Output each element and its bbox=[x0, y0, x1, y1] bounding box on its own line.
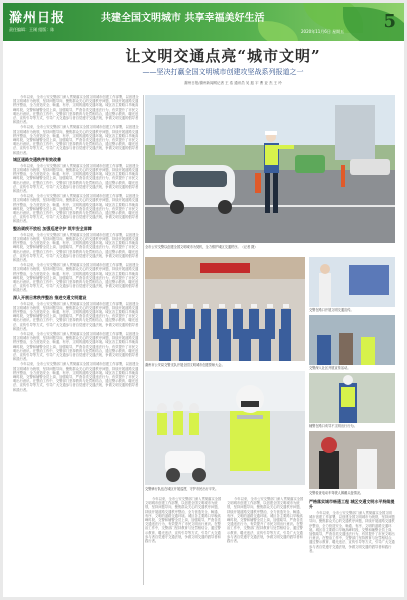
masthead bbox=[3, 3, 404, 41]
newspaper-page bbox=[3, 3, 404, 597]
paragraph: 今年以来，全市公安交警部门深入贯彻落实全国文明城市创建工作部署，以创建全国文明城市为统领，坚持问题导向，聚焦群众关心的交通秩序问题，持续开展道路交通秩序整治，全力营造安全、畅通、有序、文明的道路交通环境。城区各主要路口早晚高峰时段，交警和辅警全员上岗，加强疏导，严查各类交通违法行为，有效提升了市民文明出行意识。在整治工作中，交警部门坚持教育与处罚相结合，通过警示教育、曝光违法、宣传引导等方式，引导广大交通参与者自觉遵守交通法规，争做文明交通的倡导者和践行者。 bbox=[13, 163, 139, 194]
masthead-date: 2020年11月6日 星期五 bbox=[301, 29, 345, 34]
column-divider bbox=[143, 95, 144, 585]
photo-right-2 bbox=[309, 315, 395, 365]
leaf-decoration bbox=[258, 21, 298, 41]
promo-illustration bbox=[309, 257, 395, 307]
bottom-text-column-3 bbox=[309, 497, 395, 587]
bottom-text-column-1 bbox=[145, 497, 223, 587]
community-illustration bbox=[309, 315, 395, 365]
paragraph: 今年以来，全市公安交警部门深入贯彻落实全国文明城市创建工作部署，以创建全国文明城市为统领，坚持问题导向，聚焦群众关心的交通秩序问题，持续开展道路交通秩序整治，全力营造安全、畅通、有序、文明的道路交通环境。城区各主要路口早晚高峰时段，交警和辅警全员上岗，加强疏导，严查各类交通违法行为，有效提升了市民文明出行意识。在整治工作中，交警部门坚持教育与处罚相结合，通过警示教育、曝光违法、宣传引导等方式，引导广大交通参与者自觉遵守交通法规，争做文明交通的倡导者和践行者。 bbox=[145, 497, 222, 544]
paragraph: 今年以来，全市公安交警部门深入贯彻落实全国文明城市创建工作部署，以创建全国文明城市为统领，坚持问题导向，聚焦群众关心的交通秩序问题，持续开展道路交通秩序整治，全力营造安全、畅通、有序、文明的道路交通环境。城区各主要路口早晚高峰时段，交警和辅警全员上岗，加强疏导，严查各类交通违法行为，有效提升了市民文明出行意识。在整治工作中，交警部门坚持教育与处罚相结合，通过警示教育、曝光违法、宣传引导等方式，引导广大交通参与者自觉遵守交通法规，争做文明交通的倡导者和践行者。 bbox=[13, 95, 139, 125]
photo-motorcycle-patrol bbox=[145, 371, 305, 485]
caption-right-1: 交警在路口开展文明交通宣传。 bbox=[309, 308, 354, 312]
byline: 滁州日报/滁州新闻网记者 王 浩 通讯员 吴 振 宇 曹 亚 杰 王 玲 bbox=[184, 81, 282, 85]
section-heading: 深入开展日常秩序整治 推进交通文明建设 bbox=[13, 294, 87, 300]
masthead-editor: 责任编辑：王刚 组版：陈 bbox=[9, 27, 55, 32]
page-number: 5 bbox=[383, 11, 396, 32]
section-heading: 城区道路交通秩序有效改善 bbox=[13, 156, 61, 162]
headline: 让文明交通点亮“城市文明” bbox=[125, 47, 321, 65]
paragraph: 今年以来，全市公安交警部门深入贯彻落实全国文明城市创建工作部署，以创建全国文明城市为统领，坚持问题导向，聚焦群众关心的交通秩序问题，持续开展道路交通秩序整治，全力营造安全、畅通、有序、文明的道路交通环境。城区各主要路口早晚高峰时段，交警和辅警全员上岗，加强疏导，严查各类交通违法行为，有效提升了市民文明出行意识。在整治工作中，交警部门坚持教育与处罚相结合，通过警示教育、曝光违法、宣传引导等方式，引导广大交通参与者自觉遵守交通法规，争做文明交通的倡导者和践行者。 bbox=[13, 362, 139, 392]
helmet-check-illustration bbox=[309, 431, 395, 489]
traffic-scene-illustration bbox=[145, 95, 395, 243]
caption-motorcycle-photo: 交警骑行队伍在城区开展巡逻，守护市民出行平安。 bbox=[145, 487, 219, 491]
section-heading: 整治顽疾不放松 加强巡逻守护 筑牢安全屏障 bbox=[13, 225, 92, 231]
photo-traffic-officer bbox=[145, 95, 395, 243]
paragraph: 今年以来，全市公安交警部门深入贯彻落实全国文明城市创建工作部署，以创建全国文明城市为统领，坚持问题导向，聚焦群众关心的交通秩序问题，持续开展道路交通秩序整治，全力营造安全、畅通、有序、文明的道路交通环境。城区各主要路口早晚高峰时段，交警和辅警全员上岗，加强疏导，严查各类交通违法行为，有效提升了市民文明出行意识。在整治工作中，交警部门坚持教育与处罚相结合，通过警示教育、曝光违法、宣传引导等方式，引导广大交通参与者自觉遵守交通法规，争做文明交通的倡导者和践行者。 bbox=[13, 125, 139, 155]
photo-right-3 bbox=[309, 373, 395, 423]
assembly-illustration bbox=[145, 257, 305, 361]
photo-right-4 bbox=[309, 431, 395, 489]
bottom-text-column-2 bbox=[227, 497, 305, 587]
masthead-slogan: 共建全国文明城市 共享幸福美好生活 bbox=[101, 13, 265, 24]
caption-right-2: 交警深入社区开展宣传活动。 bbox=[309, 366, 351, 370]
caption-assembly-photo: 滁州市公安局交警支队开展全国文明城市创建誓师大会。 bbox=[145, 363, 225, 367]
paragraph: 今年以来，全市公安交警部门深入贯彻落实全国文明城市创建工作部署，以创建全国文明城市为统领，坚持问题导向，聚焦群众关心的交通秩序问题，持续开展道路交通秩序整治，全力营造安全、畅通、有序、文明的道路交通环境。城区各主要路口早晚高峰时段，交警和辅警全员上岗，加强疏导，严查各类交通违法行为，有效提升了市民文明出行意识。在整治工作中，交警部门坚持教育与处罚相结合，通过警示教育、曝光违法、宣传引导等方式，引导广大交通参与者自觉遵守交通法规，争做文明交通的倡导者和践行者。 bbox=[13, 232, 139, 262]
guidance-illustration bbox=[309, 373, 395, 423]
photo-assembly bbox=[145, 257, 305, 361]
paper-name: 滁州日报 bbox=[9, 11, 66, 26]
paragraph: 今年以来，全市公安交警部门深入贯彻落实全国文明城市创建工作部署，以创建全国文明城市为统领，坚持问题导向，聚焦群众关心的交通秩序问题，持续开展道路交通秩序整治，全力营造安全、畅通、有序、文明的道路交通环境。城区各主要路口早晚高峰时段，交警和辅警全员上岗，加强疏导，严查各类交通违法行为，有效提升了市民文明出行意识。在整治工作中，交警部门坚持教育与处罚相结合，通过警示教育、曝光违法、宣传引导等方式，引导广大交通参与者自觉遵守交通法规，争做文明交通的倡导者和践行者。 bbox=[309, 511, 395, 553]
subheadline: ——坚决打赢全国文明城市创建攻坚战系列报道之一 bbox=[142, 68, 304, 76]
caption-right-3: 辅警在路口劝导不文明出行行为。 bbox=[309, 424, 357, 428]
caption-main-photo: 全市公安交警以创建全国文明城市为契机，全力维护城区交通秩序。（记者 摄） bbox=[145, 245, 258, 249]
paragraph: 今年以来，全市公安交警部门深入贯彻落实全国文明城市创建工作部署，以创建全国文明城市为统领，坚持问题导向，聚焦群众关心的交通秩序问题，持续开展道路交通秩序整治，全力营造安全、畅通、有序、文明的道路交通环境。城区各主要路口早晚高峰时段，交警和辅警全员上岗，加强疏导，严查各类交通违法行为，有效提升了市民文明出行意识。在整治工作中，交警部门坚持教育与处罚相结合，通过警示教育、曝光违法、宣传引导等方式，引导广大交通参与者自觉遵守交通法规，争做文明交通的倡导者和践行者。 bbox=[13, 331, 139, 362]
paragraph: 今年以来，全市公安交警部门深入贯彻落实全国文明城市创建工作部署，以创建全国文明城市为统领，坚持问题导向，聚焦群众关心的交通秩序问题，持续开展道路交通秩序整治，全力营造安全、畅通、有序、文明的道路交通环境。城区各主要路口早晚高峰时段，交警和辅警全员上岗，加强疏导，严查各类交通违法行为，有效提升了市民文明出行意识。在整治工作中，交警部门坚持教育与处罚相结合，通过警示教育、曝光违法、宣传引导等方式，引导广大交通参与者自觉遵守交通法规，争做文明交通的倡导者和践行者。 bbox=[13, 194, 139, 224]
paragraph: 今年以来，全市公安交警部门深入贯彻落实全国文明城市创建工作部署，以创建全国文明城市为统领，坚持问题导向，聚焦群众关心的交通秩序问题，持续开展道路交通秩序整治，全力营造安全、畅通、有序、文明的道路交通环境。城区各主要路口早晚高峰时段，交警和辅警全员上岗，加强疏导，严查各类交通违法行为，有效提升了市民文明出行意识。在整治工作中，交警部门坚持教育与处罚相结合，通过警示教育、曝光违法、宣传引导等方式，引导广大交通参与者自觉遵守交通法规，争做文明交通的倡导者和践行者。 bbox=[13, 263, 139, 293]
photo-right-1 bbox=[309, 257, 395, 307]
caption-right-4: 交警检查电动车驾驶人佩戴头盔情况。 bbox=[309, 491, 364, 495]
paragraph: 今年以来，全市公安交警部门深入贯彻落实全国文明城市创建工作部署，以创建全国文明城市为统领，坚持问题导向，聚焦群众关心的交通秩序问题，持续开展道路交通秩序整治，全力营造安全、畅通、有序、文明的道路交通环境。城区各主要路口早晚高峰时段，交警和辅警全员上岗，加强疏导，严查各类交通违法行为，有效提升了市民文明出行意识。在整治工作中，交警部门坚持教育与处罚相结合，通过警示教育、曝光违法、宣传引导等方式，引导广大交通参与者自觉遵守交通法规，争做文明交通的倡导者和践行者。 bbox=[227, 497, 304, 544]
patrol-illustration bbox=[145, 371, 305, 485]
left-text-column bbox=[13, 95, 141, 585]
section-heading: 严格落实城市畅通工程 城区交通文明水平持续提升 bbox=[309, 499, 395, 509]
paragraph: 今年以来，全市公安交警部门深入贯彻落实全国文明城市创建工作部署，以创建全国文明城市为统领，坚持问题导向，聚焦群众关心的交通秩序问题，持续开展道路交通秩序整治，全力营造安全、畅通、有序、文明的道路交通环境。城区各主要路口早晚高峰时段，交警和辅警全员上岗，加强疏导，严查各类交通违法行为，有效提升了市民文明出行意识。在整治工作中，交警部门坚持教育与处罚相结合，通过警示教育、曝光违法、宣传引导等方式，引导广大交通参与者自觉遵守交通法规，争做文明交通的倡导者和践行者。 bbox=[13, 301, 139, 331]
